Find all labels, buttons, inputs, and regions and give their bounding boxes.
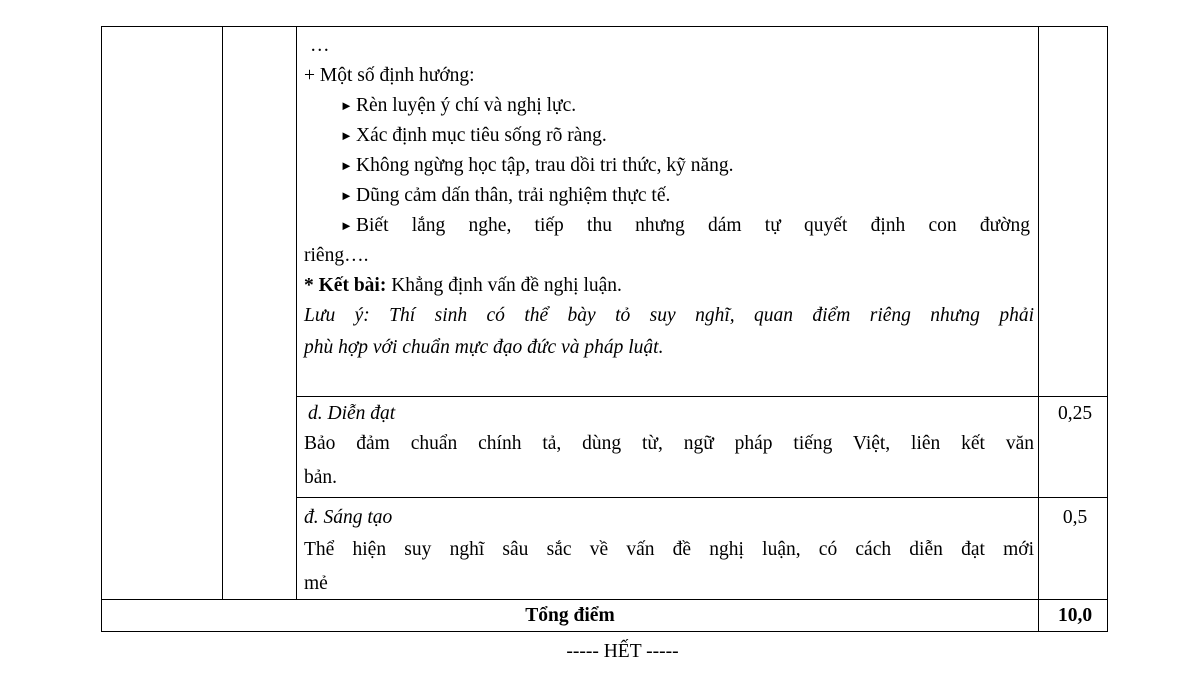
col-divider-score <box>1038 26 1039 632</box>
col-divider-1 <box>222 26 223 600</box>
conclusion-line <box>304 274 622 298</box>
creativity-line-1: Thể hiện suy nghĩ sâu sắc về vấn đề nghị luận, có cách diễn đạt mới <box>304 539 1034 560</box>
row-divider-expression <box>296 396 1108 397</box>
row-divider-total <box>101 599 1108 600</box>
bullet-text: Rèn luyện ý chí và nghị lực. <box>356 95 577 116</box>
directions-heading: + Một số định hướng: <box>304 65 475 86</box>
bullet-item <box>340 94 576 118</box>
triangle-bullet-icon: ► <box>340 218 353 233</box>
bullet-text: Biết lắng nghe, tiếp thu nhưng dám tự quyết định con đường <box>356 215 1030 236</box>
row-divider-creativity <box>296 497 1108 498</box>
note-line-2: phù hợp với chuẩn mực đạo đức và pháp luật. <box>304 337 664 358</box>
table-top-border <box>101 26 1108 27</box>
creativity-line-2: mẻ <box>304 573 328 594</box>
table-left-border <box>101 26 102 632</box>
total-score: 10,0 <box>1057 605 1093 626</box>
col-divider-2 <box>296 26 297 600</box>
bullet-text: Không ngừng học tập, trau dồi tri thức, kỹ năng. <box>356 155 734 176</box>
end-mark: ----- HẾT ----- <box>566 641 679 662</box>
bullet-text: Dũng cảm dấn thân, trải nghiệm thực tế. <box>356 185 671 206</box>
triangle-bullet-icon: ► <box>340 128 353 143</box>
bullet-continuation: riêng…. <box>304 245 369 266</box>
creativity-score: 0,5 <box>1062 507 1088 528</box>
expression-line-2: bản. <box>304 467 338 488</box>
expression-title: d. Diễn đạt <box>308 403 396 424</box>
note-line-1: Lưu ý: Thí sinh có thể bày tỏ suy nghĩ, quan điểm riêng nhưng phải <box>304 305 1034 326</box>
expression-line-1: Bảo đảm chuẩn chính tả, dùng từ, ngữ pháp tiếng Việt, liên kết văn <box>304 433 1034 454</box>
total-label: Tổng điểm <box>525 605 615 626</box>
bullet-item <box>340 184 670 208</box>
triangle-bullet-icon: ► <box>340 98 353 113</box>
table-right-border <box>1107 26 1108 632</box>
conclusion-label: * Kết bài: <box>304 275 387 296</box>
triangle-bullet-icon: ► <box>340 158 353 173</box>
expression-score: 0,25 <box>1057 403 1093 424</box>
conclusion-text: Khẳng định vấn đề nghị luận. <box>386 275 622 296</box>
bullet-text: Xác định mục tiêu sống rõ ràng. <box>356 125 607 146</box>
ellipsis-text: … <box>310 35 330 56</box>
creativity-title: đ. Sáng tạo <box>304 507 393 528</box>
bullet-item <box>340 214 1030 238</box>
bullet-item <box>340 154 734 178</box>
bullet-item <box>340 124 607 148</box>
triangle-bullet-icon: ► <box>340 188 353 203</box>
table-bottom-border <box>101 631 1108 632</box>
